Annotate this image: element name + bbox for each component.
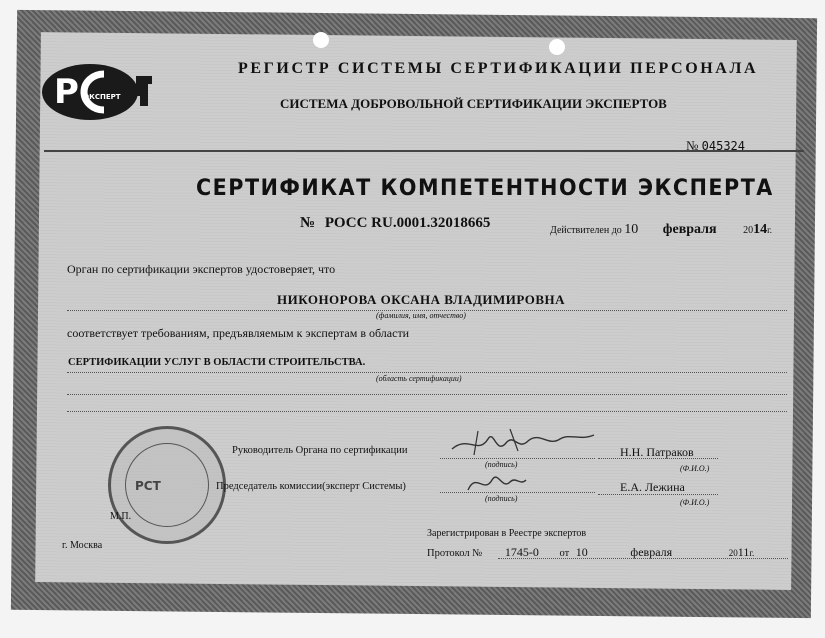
protocol-number: 1745-0 [504, 545, 539, 559]
protocol-year-suffix: 11 [737, 545, 750, 559]
official-seal [108, 426, 226, 544]
valid-label: Действителен до [550, 225, 622, 236]
registered-label: Зарегистрирован в Реестре экспертов [427, 528, 587, 539]
protocol-year-prefix: 20 [728, 548, 738, 558]
number-value: 045324 [701, 139, 746, 153]
valid-day: 10 [624, 222, 639, 237]
valid-year-suffix: 14 [753, 222, 768, 237]
area-underline [67, 372, 787, 373]
conformity-line: соответствует требованиям, предъявляемым к экспертам в области [67, 326, 410, 340]
area-caption: (область сертификации) [376, 374, 462, 383]
reg-number-value: РОСС RU.0001.32018665 [324, 215, 491, 231]
valid-year-prefix: 20 [743, 225, 754, 236]
rst-logo-icon [40, 62, 156, 122]
validity [550, 222, 772, 238]
blank-line [67, 394, 787, 395]
chair-label: Председатель комиссии(эксперт Системы) [216, 481, 406, 492]
head-name-line [598, 458, 718, 459]
certificate-title: СЕРТИФИКАТ КОМПЕТЕНТНОСТИ ЭКСПЕРТА [196, 176, 774, 201]
head-label: Руководитель Органа по сертификации [232, 445, 408, 456]
chair-name: Е.А. Лежина [620, 480, 685, 494]
system-title: СИСТЕМА ДОБРОВОЛЬНОЙ СЕРТИФИКАЦИИ ЭКСПЕРТОВ [280, 96, 667, 111]
blank-line [67, 411, 787, 412]
certification-area: СЕРТИФИКАЦИИ УСЛУГ В ОБЛАСТИ СТРОИТЕЛЬСТВА. [68, 357, 366, 368]
registration-number [300, 215, 490, 232]
chair-name-line [598, 494, 718, 495]
holder-name: НИКОНОРОВА ОКСАНА ВЛАДИМИРОВНА [277, 292, 566, 307]
number-label: № [686, 138, 699, 153]
chair-sign-caption: (подпись) [485, 494, 518, 503]
head-name: Н.Н. Патраков [620, 445, 694, 459]
protocol-underline [498, 558, 788, 559]
punch-hole [549, 39, 565, 55]
protocol-year-abbr: г. [749, 548, 755, 558]
protocol-day: 10 [575, 545, 588, 559]
protocol-month: февраля [630, 545, 673, 559]
logo-text: ЭКСПЕРТ [84, 93, 121, 101]
valid-month: февраля [662, 222, 717, 237]
city: г. Москва [62, 540, 103, 551]
reg-number-label: № [300, 215, 316, 231]
registry-title: РЕГИСТР СИСТЕМЫ СЕРТИФИКАЦИИ ПЕРСОНАЛА [238, 60, 759, 77]
protocol-label: Протокол № [427, 548, 483, 559]
stamp-mark: М.П. [110, 511, 132, 522]
chair-fio-caption: (Ф.И.О.) [680, 498, 710, 507]
protocol-from-label: от [559, 548, 570, 559]
issuer-line: Орган по сертификации экспертов удостоверяет, что [67, 262, 336, 276]
name-caption: (фамилия, имя, отчество) [376, 311, 466, 320]
head-signature-icon [448, 425, 598, 461]
blank-number [686, 138, 745, 154]
seal-logo: РСТ [135, 479, 161, 493]
punch-hole [313, 32, 329, 48]
head-sign-caption: (подпись) [485, 460, 518, 469]
head-fio-caption: (Ф.И.О.) [680, 464, 710, 473]
valid-year-abbr: г. [767, 225, 773, 235]
svg-text:Р: Р [54, 72, 79, 112]
